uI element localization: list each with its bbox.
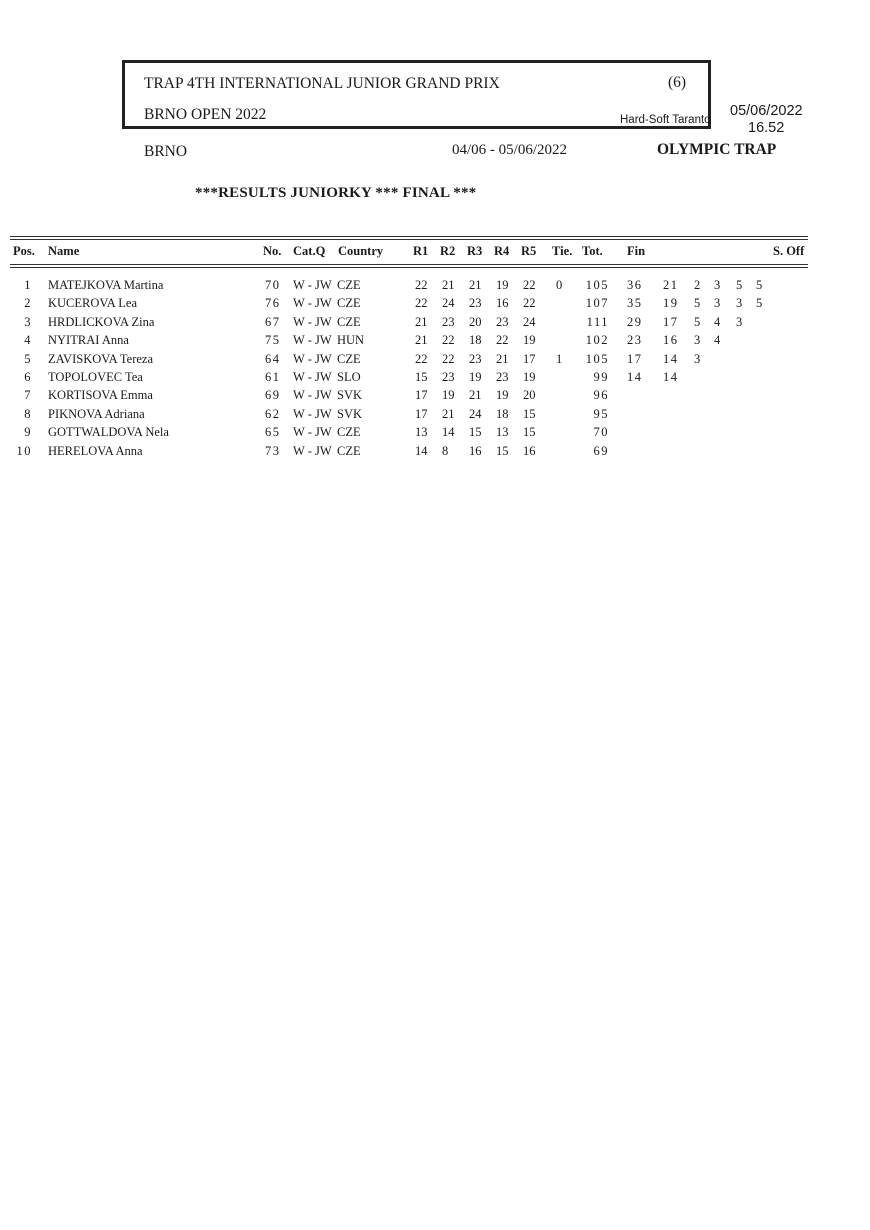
cell-final-shot: 16 [663,333,679,348]
cell-r1: 21 [415,333,428,348]
print-time: 16.52 [748,120,785,136]
cell-r2: 22 [442,351,455,366]
cell-r1: 22 [415,351,428,366]
cell-tot: 107 [585,296,609,311]
cell-pos: 7 [24,388,32,403]
cell-r4: 23 [496,314,509,329]
header-rule-top-2 [10,239,808,240]
cell-final-shot: 19 [663,296,679,311]
cell-r5: 15 [523,425,536,440]
cell-pos: 10 [16,443,32,458]
cell-r1: 22 [415,296,428,311]
cell-r5: 22 [523,278,536,292]
cell-tot: 95 [593,406,609,421]
cell-r2: 22 [442,333,455,348]
cell-final-shot: 3 [714,296,722,311]
cell-name: KORTISOVA Emma [48,388,153,403]
cell-r3: 21 [469,388,482,403]
cell-final-shot: 3 [714,278,722,292]
cell-r4: 22 [496,333,509,348]
cell-no: 75 [265,333,281,348]
competition-title: TRAP 4TH INTERNATIONAL JUNIOR GRAND PRIX [144,75,500,92]
cell-final-shot: 5 [756,296,764,311]
cell-no: 65 [265,425,281,440]
competition-code: (6) [668,74,687,91]
cell-r2: 23 [442,370,455,384]
discipline-label: OLYMPIC TRAP [657,141,777,158]
cell-tot: 105 [585,351,609,366]
cell-catq: W - JW [293,425,332,440]
date-range: 04/06 - 05/06/2022 [452,142,567,158]
col-header-country: Country [338,244,384,258]
cell-catq: W - JW [293,370,332,384]
cell-no: 64 [265,351,281,366]
cell-r1: 22 [415,278,428,292]
col-header-pos: Pos. [13,244,35,258]
cell-tot: 69 [593,443,609,458]
cell-r2: 19 [442,388,455,403]
cell-r5: 20 [523,388,536,403]
col-header-r5: R5 [521,244,537,258]
cell-r2: 21 [442,278,455,292]
header-rule-top [10,236,808,237]
cell-country: CZE [337,425,361,440]
cell-no: 67 [265,314,281,329]
cell-country: CZE [337,296,361,311]
cell-pos: 8 [24,406,32,421]
cell-r2: 23 [442,314,455,329]
cell-name: HRDLICKOVA Zina [48,314,155,329]
cell-r2: 14 [442,425,455,440]
cell-final-shot: 4 [714,333,722,348]
organizer-label: Hard-Soft Taranto [620,114,711,126]
cell-country: SVK [337,406,363,421]
col-header-r4: R4 [494,244,510,258]
cell-final-shot: 3 [736,314,744,329]
cell-final-shot: 5 [694,314,702,329]
city-label: BRNO [144,143,188,160]
cell-no: 69 [265,388,281,403]
cell-r4: 19 [496,388,509,403]
cell-r5: 19 [523,370,536,384]
cell-no: 61 [265,370,281,384]
col-header-name: Name [48,244,80,258]
cell-catq: W - JW [293,314,332,329]
cell-country: SVK [337,388,363,403]
cell-r3: 19 [469,370,482,384]
cell-r5: 16 [523,443,536,458]
cell-r3: 16 [469,443,482,458]
cell-catq: W - JW [293,406,332,421]
cell-final-shot: 14 [663,370,679,384]
cell-r2: 24 [442,296,455,311]
cell-r3: 24 [469,406,482,421]
cell-fin: 14 [627,370,643,384]
cell-r5: 15 [523,406,536,421]
cell-r4: 23 [496,370,509,384]
cell-catq: W - JW [293,296,332,311]
col-header-r3: R3 [467,244,483,258]
cell-country: HUN [337,333,365,348]
cell-r3: 20 [469,314,482,329]
col-header-soff: S. Off [773,244,805,258]
cell-r1: 17 [415,406,428,421]
cell-r4: 16 [496,296,509,311]
cell-r4: 21 [496,351,509,366]
cell-r1: 21 [415,314,428,329]
cell-country: CZE [337,278,361,292]
col-header-tot: Tot. [582,244,603,258]
cell-name: KUCEROVA Lea [48,296,138,311]
col-header-tie: Tie. [552,244,573,258]
cell-catq: W - JW [293,333,332,348]
cell-name: ZAVISKOVA Tereza [48,351,154,366]
cell-catq: W - JW [293,443,332,458]
cell-country: CZE [337,314,361,329]
cell-no: 70 [265,278,281,292]
cell-name: PIKNOVA Adriana [48,406,145,421]
cell-no: 73 [265,443,281,458]
cell-tot: 102 [585,333,609,348]
cell-pos: 9 [24,425,32,440]
cell-r1: 15 [415,370,428,384]
cell-pos: 5 [24,351,32,366]
cell-r4: 13 [496,425,509,440]
cell-no: 62 [265,406,281,421]
cell-name: TOPOLOVEC Tea [48,370,143,384]
cell-fin: 17 [627,351,643,366]
cell-catq: W - JW [293,351,332,366]
cell-r3: 21 [469,278,482,292]
cell-final-shot: 4 [714,314,722,329]
cell-catq: W - JW [293,278,332,292]
cell-tie: 0 [556,278,563,292]
cell-r5: 24 [523,314,536,329]
cell-final-shot: 2 [694,278,702,292]
col-header-r1: R1 [413,244,429,258]
cell-final-shot: 3 [736,296,744,311]
cell-final-shot: 21 [663,278,679,292]
cell-final-shot: 3 [694,333,702,348]
cell-catq: W - JW [293,388,332,403]
cell-final-shot: 14 [663,351,679,366]
cell-pos: 1 [24,278,32,292]
cell-tot: 111 [586,314,609,329]
event-name: BRNO OPEN 2022 [144,106,267,123]
cell-pos: 2 [24,296,32,311]
cell-r5: 19 [523,333,536,348]
cell-name: NYITRAI Anna [48,333,129,348]
col-header-catq: Cat.Q [293,244,326,258]
cell-r3: 23 [469,351,482,366]
cell-fin: 35 [627,296,643,311]
cell-r4: 18 [496,406,509,421]
cell-country: CZE [337,351,361,366]
cell-no: 76 [265,296,281,311]
cell-name: HERELOVA Anna [48,443,143,458]
print-date: 05/06/2022 [730,103,803,119]
cell-tie: 1 [556,351,563,366]
cell-pos: 3 [24,314,32,329]
col-header-r2: R2 [440,244,456,258]
cell-r1: 17 [415,388,428,403]
cell-r4: 19 [496,278,509,292]
col-header-fin: Fin [627,244,646,258]
cell-country: CZE [337,443,361,458]
cell-fin: 36 [627,278,643,292]
cell-tot: 99 [593,370,609,384]
cell-final-shot: 17 [663,314,679,329]
cell-r2: 21 [442,406,455,421]
cell-r1: 14 [415,443,428,458]
cell-tot: 70 [593,425,609,440]
cell-r3: 15 [469,425,482,440]
cell-r5: 22 [523,296,536,311]
cell-r2: 8 [442,443,449,458]
cell-pos: 6 [24,370,32,384]
cell-fin: 23 [627,333,643,348]
section-title: ***RESULTS JUNIORKY *** FINAL *** [195,185,477,201]
cell-r4: 15 [496,443,509,458]
cell-r5: 17 [523,351,536,366]
cell-r1: 13 [415,425,428,440]
cell-tot: 105 [585,278,609,292]
cell-final-shot: 5 [694,296,702,311]
cell-pos: 4 [24,333,32,348]
cell-final-shot: 5 [756,278,764,292]
col-header-no: No. [263,244,282,258]
cell-r3: 23 [469,296,482,311]
cell-name: MATEJKOVA Martina [48,278,164,292]
cell-r3: 18 [469,333,482,348]
header-rule-bottom-2 [10,267,808,268]
cell-fin: 29 [627,314,643,329]
cell-name: GOTTWALDOVA Nela [48,425,169,440]
cell-final-shot: 3 [694,351,702,366]
cell-final-shot: 5 [736,278,744,292]
header-rule-bottom [10,264,808,265]
cell-tot: 96 [593,388,609,403]
cell-country: SLO [337,370,361,384]
